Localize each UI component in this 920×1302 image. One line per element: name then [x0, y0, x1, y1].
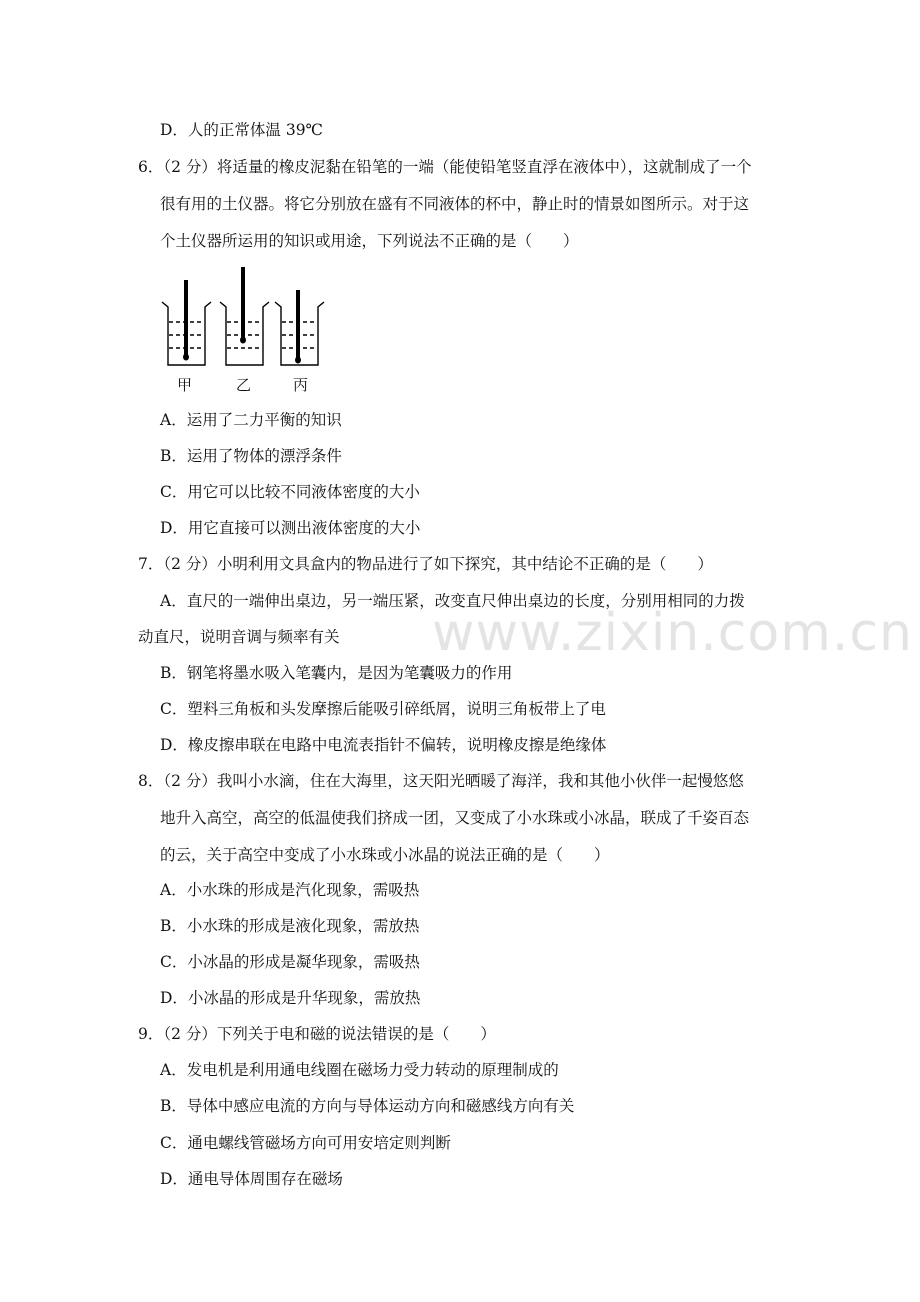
text-line: B．导体中感应电流的方向与导体运动方向和磁感线方向有关	[160, 1097, 575, 1115]
text-line: 7．（2 分）小明利用文具盒内的物品进行了如下探究，其中结论不正确的是（ ）	[138, 555, 713, 573]
figure-label-bing: 丙	[293, 376, 309, 394]
pencil-bing	[296, 290, 300, 360]
pencil-jia	[184, 280, 188, 356]
text-line: C．塑料三角板和头发摩擦后能吸引碎纸屑，说明三角板带上了电	[160, 700, 606, 718]
text-line: A．小水珠的形成是汽化现象，需吸热	[160, 881, 420, 899]
text-line: A．发电机是利用通电线圈在磁场力受力转动的原理制成的	[160, 1061, 559, 1079]
figure-label-yi: 乙	[236, 376, 252, 394]
text-line: D．用它直接可以测出液体密度的大小	[160, 519, 421, 537]
text-line: 8．（2 分）我叫小水滴，住在大海里，这天阳光晒暖了海洋，我和其他小伙伴一起慢悠悠	[138, 772, 744, 790]
figure-label-jia: 甲	[177, 376, 193, 394]
text-line: 很有用的土仪器。将它分别放在盛有不同液体的杯中，静止时的情景如图所示。对于这	[160, 195, 750, 213]
text-line: B．钢笔将墨水吸入笔囊内，是因为笔囊吸力的作用	[160, 664, 513, 682]
text-line: D．人的正常体温 39℃	[160, 121, 323, 139]
text-line: A．运用了二力平衡的知识	[160, 411, 342, 429]
clay-bing	[295, 357, 301, 364]
text-line: C．用它可以比较不同液体密度的大小	[160, 483, 420, 501]
text-line: 个土仪器所运用的知识或用途，下列说法不正确的是（ ）	[160, 232, 579, 250]
clay-jia	[183, 354, 189, 361]
text-line: 地升入高空，高空的低温使我们挤成一团，又变成了小水珠或小冰晶，联成了千姿百态	[160, 809, 750, 827]
watermark: www.zixin.com.cn	[432, 603, 913, 663]
text-line: D．小冰晶的形成是升华现象，需放热	[160, 989, 421, 1007]
text-line: A．直尺的一端伸出桌边，另一端压紧，改变直尺伸出桌边的长度，分别用相同的力拨	[160, 592, 745, 610]
text-line: D．通电导体周围存在磁场	[160, 1170, 343, 1188]
text-line: 动直尺，说明音调与频率有关	[138, 628, 340, 646]
text-line: 6．（2 分）将适量的橡皮泥黏在铅笔的一端（能使铅笔竖直浮在液体中），这就制成了一个	[138, 158, 752, 176]
text-line: D．橡皮擦串联在电路中电流表指针不偏转，说明橡皮擦是绝缘体	[160, 736, 607, 754]
text-line: B．运用了物体的漂浮条件	[160, 447, 342, 465]
text-line: B．小水珠的形成是液化现象，需放热	[160, 917, 420, 935]
text-line: 的云，关于高空中变成了小水珠或小冰晶的说法正确的是（ ）	[160, 846, 610, 864]
text-line: C．小冰晶的形成是凝华现象，需吸热	[160, 953, 420, 971]
clay-yi	[240, 337, 246, 344]
pencil-yi	[241, 267, 245, 339]
text-line: C．通电螺线管磁场方向可用安培定则判断	[160, 1134, 451, 1152]
text-line: 9．（2 分）下列关于电和磁的说法错误的是（ ）	[138, 1025, 496, 1043]
